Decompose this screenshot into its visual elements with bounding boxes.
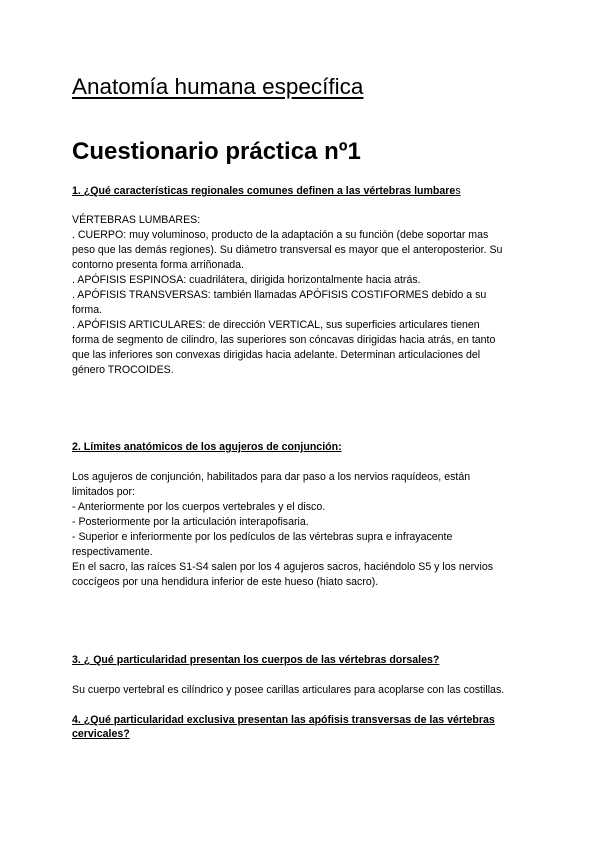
answer-2	[72, 470, 493, 590]
answer-3	[72, 683, 504, 698]
answer-line: . APÓFISIS ARTICULARES: de dirección VERTICAL, sus superficies articulares tienen	[72, 319, 480, 331]
answer-line: - Posteriormente por la articulación interapofisaria.	[72, 516, 309, 528]
answer-line: - Anteriormente por los cuerpos vertebrales y el disco.	[72, 501, 326, 513]
answer-line: respectivamente.	[72, 546, 153, 558]
question-4-line: 4. ¿Qué particularidad exclusiva presentan las apófisis transversas de las vértebras	[72, 714, 495, 726]
answer-1	[72, 213, 502, 378]
answer-line: VÉRTEBRAS LUMBARES:	[72, 214, 201, 226]
answer-line: Su cuerpo vertebral es cilíndrico y posee carillas articulares para acoplarse con las costillas.	[72, 684, 505, 696]
document-subtitle: Cuestionario práctica nº1	[72, 138, 361, 165]
answer-line: . CUERPO: muy voluminoso, producto de la adaptación a su función (debe soportar mas	[72, 229, 489, 241]
question-1-tail: s	[455, 185, 461, 197]
question-2-heading: 2. Límites anatómicos de los agujeros de conjunción:	[72, 441, 342, 453]
answer-line: género TROCOIDES.	[72, 364, 174, 376]
question-1-heading	[72, 185, 461, 197]
answer-line: Los agujeros de conjunción, habilitados para dar paso a los nervios raquídeos, están	[72, 471, 471, 483]
answer-line: contorno presenta forma arriñonada.	[72, 259, 244, 271]
answer-line: coccígeos por una hendidura inferior de este hueso (hiato sacro).	[72, 576, 379, 588]
question-4-line: cervicales?	[72, 728, 130, 740]
answer-line: que las inferiores son convexas dirigidas hacia adelante. Determinan articulaciones del	[72, 349, 481, 361]
answer-line: En el sacro, las raíces S1-S4 salen por los 4 agujeros sacros, haciéndolo S5 y los nervios	[72, 561, 494, 573]
answer-line: forma.	[72, 304, 103, 316]
answer-line: . APÓFISIS ESPINOSA: cuadrilátera, dirigida horizontalmente hacia atrás.	[72, 274, 421, 286]
answer-line: limitados por:	[72, 486, 135, 498]
question-1-text: 1. ¿Qué características regionales comunes definen a las vértebras lumbare	[72, 185, 456, 197]
answer-line: . APÓFISIS TRANSVERSAS: también llamadas APÓFISIS COSTIFORMES debido a su	[72, 289, 487, 301]
answer-line: - Superior e inferiormente por los pedículos de las vértebras supra e infrayacente	[72, 531, 453, 543]
question-3-heading: 3. ¿ Qué particularidad presentan los cuerpos de las vértebras dorsales?	[72, 654, 440, 666]
answer-line: forma de segmento de cilindro, las superiores son cóncavas dirigidas hacia atrás, en tanto	[72, 334, 496, 346]
question-4-heading	[72, 713, 495, 741]
answer-line: peso que las demás regiones). Su diámetro transversal es mayor que el anteroposterior. Su	[72, 244, 503, 256]
document-title: Anatomía humana específica	[72, 74, 364, 99]
